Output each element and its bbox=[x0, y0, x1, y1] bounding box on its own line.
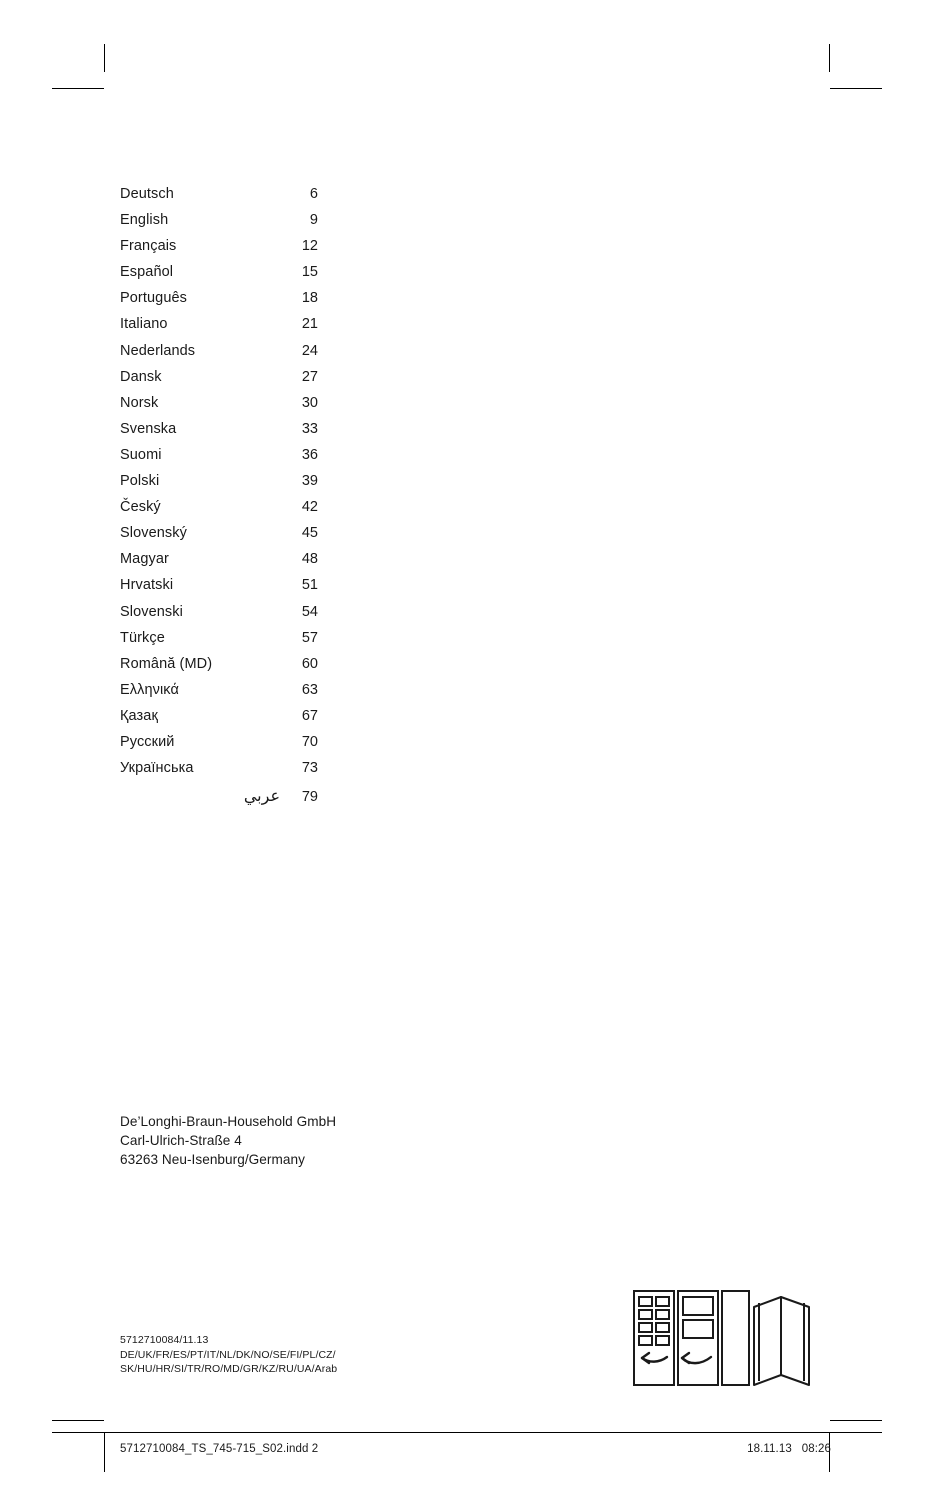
footer-rule-main bbox=[104, 1432, 830, 1433]
page-number: 27 bbox=[301, 368, 318, 385]
table-row bbox=[120, 734, 420, 760]
crop-mark-top-right bbox=[829, 44, 830, 72]
language-name: عربي bbox=[243, 788, 280, 806]
table-row bbox=[120, 708, 420, 734]
page-number: 33 bbox=[301, 420, 318, 437]
page-number: 48 bbox=[301, 551, 318, 568]
language-codes-line-1: DE/UK/FR/ES/PT/IT/NL/DK/NO/SE/FI/PL/CZ/ bbox=[120, 1348, 336, 1361]
language-name: Magyar bbox=[120, 551, 169, 568]
language-codes-line-2: SK/HU/HR/SI/TR/RO/MD/GR/KZ/RU/UA/Arab bbox=[120, 1363, 338, 1375]
page-number: 63 bbox=[301, 681, 318, 698]
language-name: Dansk bbox=[120, 368, 162, 385]
print-timestamp bbox=[747, 1443, 831, 1455]
page-number: 51 bbox=[301, 577, 318, 594]
language-name: Português bbox=[120, 290, 187, 307]
language-name: Svenska bbox=[120, 420, 177, 437]
crop-mark-top-left bbox=[104, 44, 105, 72]
address-line-city: 63263 Neu-Isenburg/Germany bbox=[120, 1152, 305, 1167]
print-time: 08:26 bbox=[801, 1443, 831, 1455]
language-name: Русский bbox=[120, 733, 175, 750]
address-line-company: De’Longhi-Braun-Household GmbH bbox=[120, 1114, 337, 1129]
language-name: English bbox=[120, 212, 169, 229]
table-row bbox=[120, 238, 420, 264]
language-name: Қазақ bbox=[120, 707, 158, 724]
footer-rule-right bbox=[830, 1432, 882, 1433]
page-number: 15 bbox=[301, 264, 318, 281]
table-row bbox=[120, 525, 420, 551]
crop-mark-left-top bbox=[52, 88, 104, 89]
address-line-street: Carl-Ulrich-Straße 4 bbox=[120, 1133, 242, 1148]
language-name: Hrvatski bbox=[120, 577, 174, 594]
page-number: 45 bbox=[301, 525, 318, 542]
document-number: 5712710084/11.13 bbox=[120, 1334, 209, 1346]
table-row bbox=[120, 395, 420, 421]
table-row bbox=[120, 369, 420, 395]
table-row bbox=[120, 421, 420, 447]
language-name: Italiano bbox=[120, 316, 168, 333]
language-name: Deutsch bbox=[120, 186, 174, 202]
table-row bbox=[120, 264, 420, 290]
page-number: 9 bbox=[309, 212, 318, 229]
language-name: Norsk bbox=[120, 394, 159, 411]
footer-rule-left bbox=[52, 1432, 104, 1433]
footer-tick-left bbox=[104, 1432, 105, 1472]
document-codes bbox=[120, 1333, 337, 1377]
page-number: 30 bbox=[301, 394, 318, 411]
table-row bbox=[120, 316, 420, 342]
table-row bbox=[120, 577, 420, 603]
page-number: 42 bbox=[301, 499, 318, 516]
page-number: 57 bbox=[301, 629, 318, 646]
language-contents-table bbox=[120, 186, 420, 812]
language-name: Français bbox=[120, 238, 177, 255]
print-date: 18.11.13 bbox=[747, 1443, 792, 1455]
language-name: Suomi bbox=[120, 446, 162, 463]
page-number: 12 bbox=[301, 238, 318, 255]
folded-booklet-diagram bbox=[631, 1285, 813, 1391]
table-row bbox=[120, 551, 420, 577]
page-number: 36 bbox=[301, 446, 318, 463]
table-row bbox=[120, 290, 420, 316]
table-row bbox=[120, 499, 420, 525]
language-name: Türkçe bbox=[120, 629, 165, 646]
table-row bbox=[120, 343, 420, 369]
table-row bbox=[120, 630, 420, 656]
language-name: Slovenský bbox=[120, 525, 187, 542]
page-number: 21 bbox=[301, 316, 318, 333]
manufacturer-address bbox=[120, 1112, 336, 1169]
language-name: Nederlands bbox=[120, 342, 196, 359]
language-name: Español bbox=[120, 264, 174, 281]
page-number: 6 bbox=[309, 186, 318, 202]
table-row bbox=[120, 212, 420, 238]
table-row bbox=[120, 473, 420, 499]
language-name: Slovenski bbox=[120, 603, 183, 620]
crop-mark-left-bottom bbox=[52, 1420, 104, 1421]
table-row bbox=[120, 604, 420, 630]
print-footer-bar bbox=[0, 1432, 933, 1472]
page-number: 73 bbox=[301, 760, 318, 777]
page-number: 60 bbox=[301, 655, 318, 672]
page-number: 18 bbox=[301, 290, 318, 307]
table-row bbox=[120, 447, 420, 473]
language-name: Українська bbox=[120, 760, 194, 777]
table-row bbox=[120, 786, 420, 812]
page-number: 67 bbox=[301, 707, 318, 724]
crop-mark-right-top bbox=[830, 88, 882, 89]
page-number: 54 bbox=[301, 603, 318, 620]
table-row bbox=[120, 186, 420, 212]
page-number: 79 bbox=[301, 789, 318, 806]
language-name: Ελληνικά bbox=[120, 681, 179, 698]
table-row bbox=[120, 656, 420, 682]
table-row bbox=[120, 682, 420, 708]
page-number: 70 bbox=[301, 733, 318, 750]
language-name: Český bbox=[120, 499, 161, 516]
table-row bbox=[120, 760, 420, 786]
language-name: Română (MD) bbox=[120, 655, 213, 672]
language-name: Polski bbox=[120, 473, 160, 490]
page-number: 24 bbox=[301, 342, 318, 359]
crop-mark-right-bottom bbox=[830, 1420, 882, 1421]
source-file-name: 5712710084_TS_745-715_S02.indd 2 bbox=[120, 1443, 319, 1455]
page-number: 39 bbox=[301, 473, 318, 490]
